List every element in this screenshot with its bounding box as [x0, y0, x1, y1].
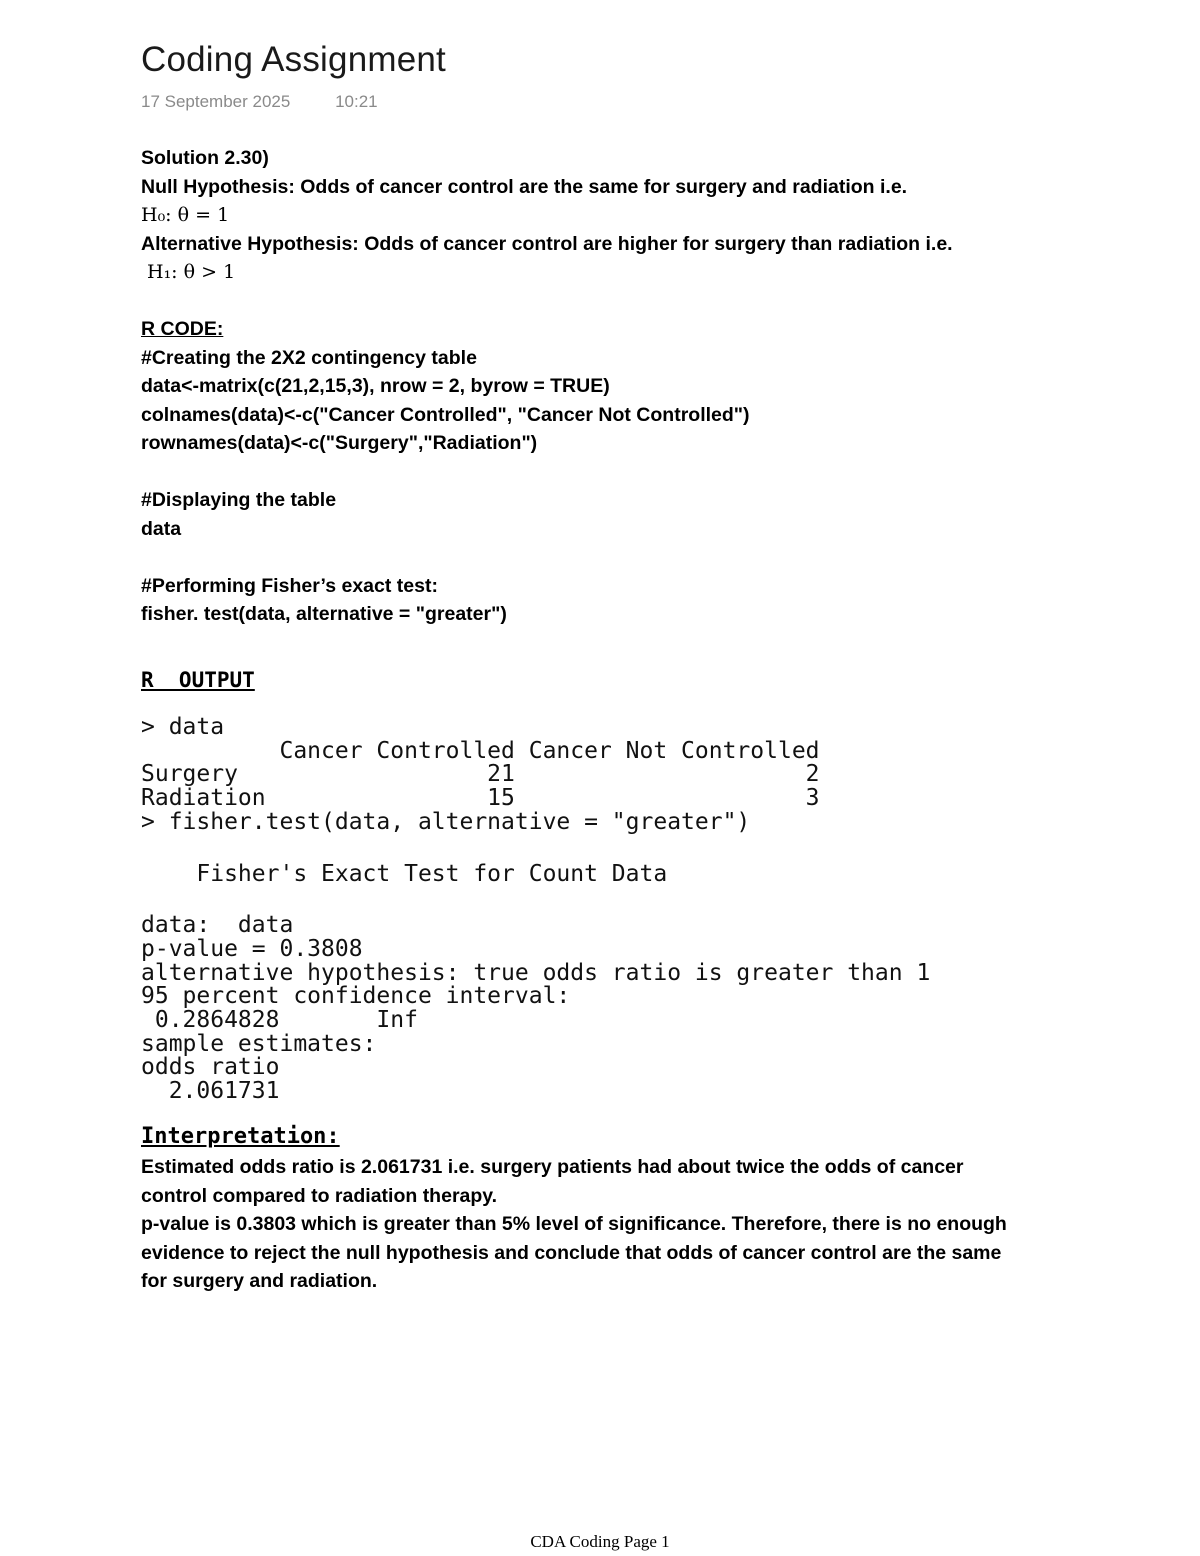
blank-line [141, 886, 930, 914]
console-line: Fisher's Exact Test for Count Data [141, 860, 668, 887]
code-line: rownames(data)<-c("Surgery","Radiation") [141, 432, 538, 454]
console-line: sample estimates: [141, 1030, 377, 1057]
code-line: #Creating the 2X2 contingency table [141, 346, 477, 369]
r-code-heading: R CODE: [141, 318, 224, 340]
code-line: #Performing Fisher’s exact test: [141, 574, 438, 597]
r-console-output [141, 716, 930, 1104]
console-line: > fisher.test(data, alternative = "greater") [141, 808, 751, 835]
interpretation-line: p-value is 0.3803 which is greater than 5% level of significance. Therefore, there is no enough [141, 1213, 1007, 1235]
console-line: data: data [141, 912, 294, 939]
r-code-block [141, 344, 1061, 629]
code-line: #Displaying the table [141, 489, 337, 511]
console-line: Cancer Controlled Cancer Not Controlled [141, 737, 820, 764]
blank-line [141, 835, 930, 863]
page-date: 17 September 2025 [141, 92, 291, 111]
console-line: alternative hypothesis: true odds ratio is greater than 1 [141, 959, 931, 986]
page-time: 10:21 [335, 92, 378, 111]
interpretation-body [141, 1153, 1041, 1296]
null-hypothesis-formula: H₀: θ = 1 [141, 204, 230, 226]
interpretation-line: Estimated odds ratio is 2.061731 i.e. surgery patients had about twice the odds of cancer [141, 1156, 964, 1178]
solution-body [141, 144, 1061, 629]
interpretation-line: evidence to reject the null hypothesis and conclude that odds of cancer control are the same [141, 1241, 1002, 1264]
code-line: fisher. test(data, alternative = "greater") [141, 603, 507, 625]
console-line: odds ratio [141, 1054, 280, 1081]
alternative-hypothesis-text: Alternative Hypothesis: Odds of cancer control are higher for surgery than radiation i.e. [141, 232, 953, 255]
console-line: Radiation 15 3 [141, 785, 820, 812]
page-meta [141, 92, 378, 112]
interpretation-heading: Interpretation: [141, 1124, 340, 1149]
console-line: p-value = 0.3808 [141, 935, 363, 962]
blank-line [141, 458, 1061, 487]
interpretation-line: for surgery and radiation. [141, 1270, 378, 1292]
console-line: 0.2864828 Inf [141, 1007, 418, 1034]
console-line: Surgery 21 2 [141, 761, 820, 788]
r-output-heading: R OUTPUT [141, 668, 255, 692]
solution-heading: Solution 2.30) [141, 147, 269, 169]
blank-line [141, 543, 1061, 572]
code-line: colnames(data)<-c("Cancer Controlled", "Cancer Not Controlled") [141, 403, 750, 426]
interpretation-line: control compared to radiation therapy. [141, 1184, 498, 1207]
null-hypothesis-text: Null Hypothesis: Odds of cancer control are the same for surgery and radiation i.e. [141, 175, 908, 198]
console-line: 2.061731 [141, 1078, 280, 1105]
console-line: 95 percent confidence interval: [141, 983, 571, 1010]
page-footer: CDA Coding Page 1 [530, 1532, 670, 1551]
code-line: data<-matrix(c(21,2,15,3), nrow = 2, byrow = TRUE) [141, 375, 610, 397]
alternative-hypothesis-formula: H₁: θ > 1 [147, 261, 236, 283]
page-title: Coding Assignment [141, 40, 446, 79]
console-line: > data [141, 714, 225, 740]
code-line: data [141, 517, 182, 540]
